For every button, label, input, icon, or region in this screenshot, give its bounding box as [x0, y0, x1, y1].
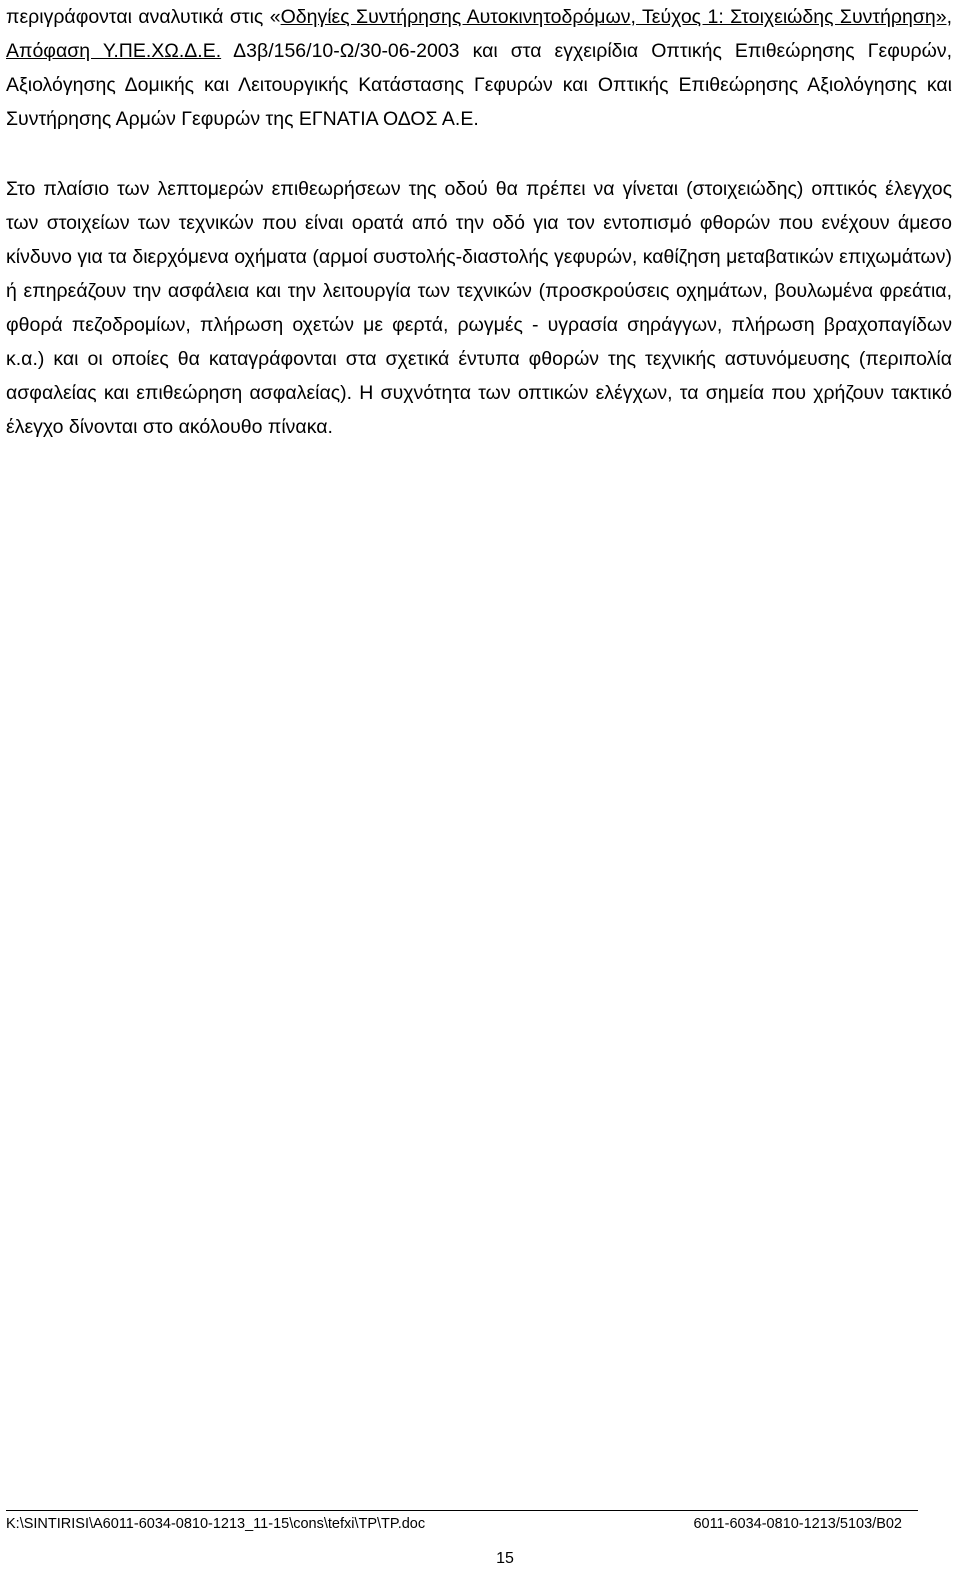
maintenance-guidelines-reference[interactable]: Οδηγίες Συντήρησης Αυτοκινητοδρόμων, Τεύχος 1: Στοιχειώδης Συντήρηση», Απόφαση Υ.ΠΕ.ΧΩ.Δ.Ε.	[6, 6, 952, 62]
paragraph-text-start: περιγράφονται αναλυτικά στις «	[6, 6, 281, 28]
paragraph-inspections: Στο πλαίσιο των λεπτομερών επιθεωρήσεων της οδού θα πρέπει να γίνεται (στοιχειώδης) οπτικός έλεγχος των στοιχείων των τεχνικών που είναι ορατά από την οδό για τον εντοπισμό φθορών που ενέχουν άμεσο κίνδυνο για τα διερχόμενα οχήματα (αρμοί συστολής-διαστολής γεφυρών, καθίζηση μεταβατικών επιχωμάτων) ή επηρεάζουν την ασφάλεια και την λειτουργία των τεχνικών (προσκρούσεις οχημάτων, βουλωμένα φρεάτια, φθορά πεζοδρομίων, πλήρωση οχετών με φερτά, ρωγμές - υγρασία σηράγγων, πλήρωση βραχοπαγίδων κ.α.) και οι οποίες θα καταγράφονται στα σχετικά έντυπα φθορών της τεχνικής αστυνόμευσης (περιπολία ασφαλείας και επιθεώρηση ασφαλείας). Η συχνότητα των οπτικών ελέγχων, τα σημεία που χρήζουν τακτικό έλεγχο δίνονται στο ακόλουθο πίνακα.	[6, 178, 952, 438]
footer-file-path: K:\SINTIRISI\A6011-6034-0810-1213_11-15\cons\tefxi\TP\TP.doc	[6, 1516, 426, 1532]
footer-document-code: 6011-6034-0810-1213/5103/B02	[693, 1516, 902, 1532]
paragraph-text-end: Δ3β/156/10-Ω/30-06-2003 και στα εγχειρίδια Οπτικής Επιθεώρησης Γεφυρών, Αξιολόγησης Δομικής και Λειτουργικής Κατάστασης Γεφυρών και Οπτικής Επιθεώρησης Αξιολόγησης και Συντήρησης Αρμών Γεφυρών της ΕΓΝΑΤΙΑ ΟΔΟΣ Α.Ε.	[6, 40, 952, 130]
paragraph-references	[6, 0, 952, 136]
footer-divider	[6, 1510, 918, 1511]
page-number: 15	[496, 1550, 514, 1567]
